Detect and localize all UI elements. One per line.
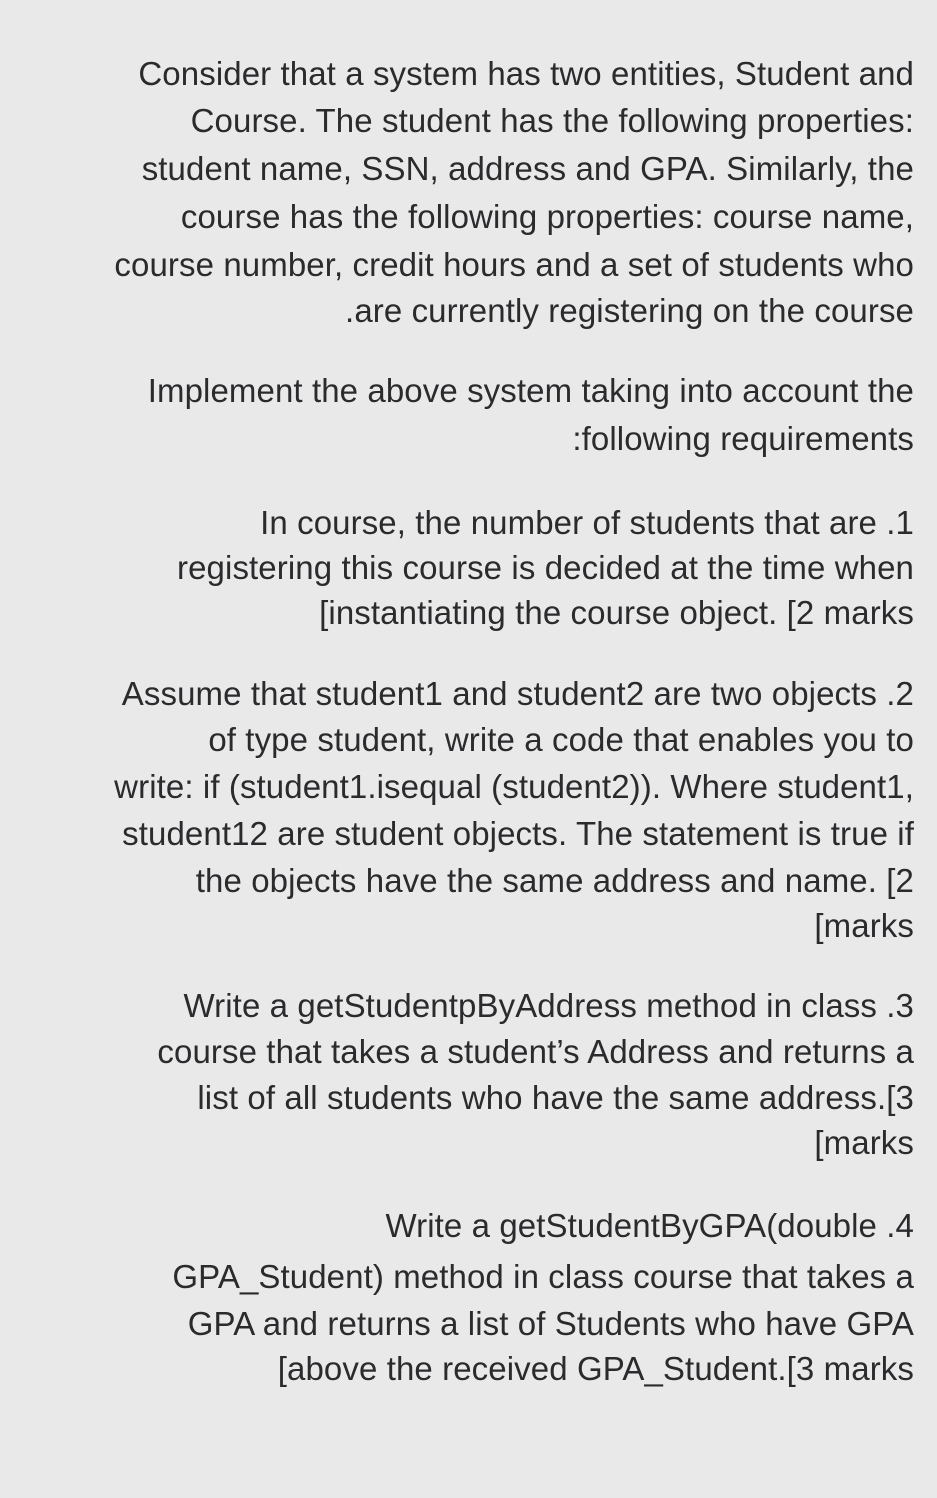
text-line: [instantiating the course object. [2 marks	[319, 594, 914, 631]
text-line: list of all students who have the same address.[3	[197, 1079, 914, 1116]
text-line: [above the received GPA_Student.[3 marks	[277, 1350, 914, 1387]
text-line: Assume that student1 and student2 are two objects .2	[121, 675, 914, 712]
text-line: [marks	[814, 1124, 914, 1161]
text-line: course has the following properties: course name,	[180, 198, 914, 235]
text-line: .are currently registering on the course	[345, 292, 914, 329]
text-line: of type student, write a code that enables you to	[208, 721, 914, 758]
text-line: course that takes a student’s Address and returns a	[157, 1033, 914, 1070]
text-line: Consider that a system has two entities, Student and	[138, 55, 914, 92]
text-line: student name, SSN, address and GPA. Similarly, the	[141, 150, 914, 187]
text-line: GPA and returns a list of Students who have GPA	[187, 1305, 914, 1342]
text-line: [marks	[814, 907, 914, 944]
text-line: In course, the number of students that are .1	[260, 504, 914, 541]
text-line: Write a getStudentByGPA(double .4	[385, 1207, 914, 1244]
text-line: registering this course is decided at the time when	[177, 549, 914, 586]
text-line: Course. The student has the following properties:	[190, 102, 914, 139]
text-line: GPA_Student) method in class course that takes a	[172, 1258, 914, 1295]
text-line: Write a getStudentpByAddress method in class .3	[183, 987, 914, 1024]
text-line: the objects have the same address and name. [2	[195, 862, 914, 899]
text-line: Implement the above system taking into account the	[147, 372, 914, 409]
text-line: course number, credit hours and a set of students who	[114, 246, 914, 283]
text-line: :following requirements	[572, 420, 914, 457]
text-line: write: if (student1.isequal (student2)). Where student1,	[114, 768, 914, 805]
text-line: student12 are student objects. The statement is true if	[122, 815, 914, 852]
